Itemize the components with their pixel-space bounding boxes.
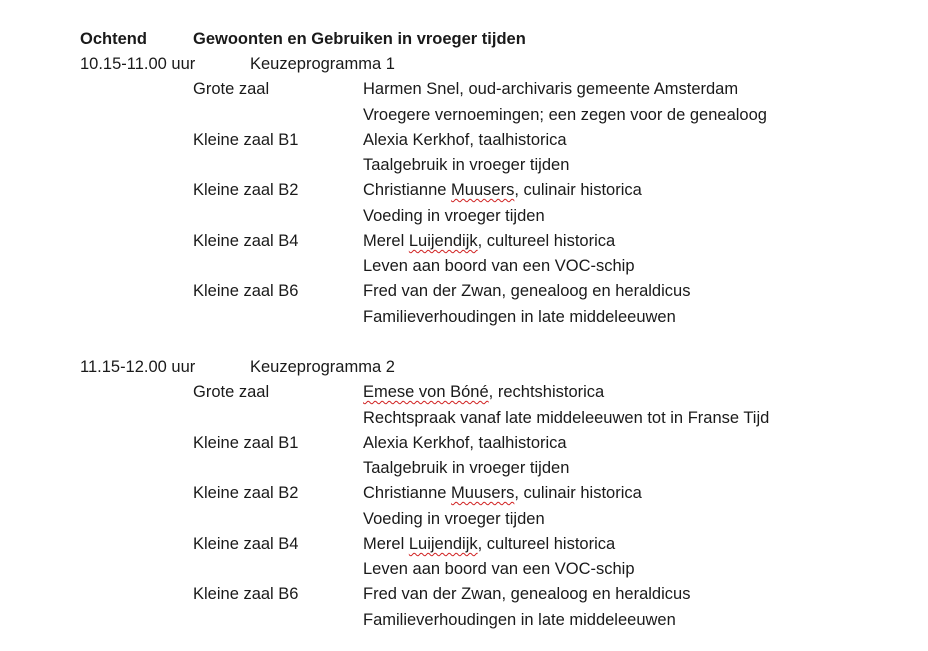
- room-name: Kleine zaal B4: [193, 535, 299, 553]
- room-name: Kleine zaal B2: [193, 484, 299, 502]
- speaker-role: , culinair historica: [514, 484, 642, 502]
- speaker: [363, 534, 615, 554]
- spellcheck-flagged-word: Luijendijk: [408, 535, 478, 553]
- room-name: Kleine zaal B6: [193, 585, 299, 603]
- speaker: [363, 483, 642, 503]
- spellcheck-flagged-word: Muusers: [451, 484, 515, 502]
- spellcheck-flagged-word: Muusers: [451, 181, 515, 199]
- topic: Taalgebruik in vroeger tijden: [363, 156, 570, 174]
- speaker-role: , rechtshistorica: [488, 383, 605, 401]
- spellcheck-flagged-word: Luijendijk: [408, 232, 478, 250]
- speaker-name-prefix: Merel: [363, 232, 409, 250]
- speaker-name-prefix: Merel: [363, 535, 409, 553]
- topic: Voeding in vroeger tijden: [363, 207, 545, 225]
- topic: Taalgebruik in vroeger tijden: [363, 459, 570, 477]
- speaker: [363, 180, 642, 200]
- speaker-role: , cultureel historica: [477, 232, 616, 250]
- speaker: [363, 382, 604, 402]
- speaker: Alexia Kerkhof, taalhistorica: [363, 434, 567, 452]
- spellcheck-flagged-word: Emese von Bóné: [363, 383, 489, 401]
- speaker-role: , cultureel historica: [477, 535, 616, 553]
- speaker: Alexia Kerkhof, taalhistorica: [363, 131, 567, 149]
- session-program: Keuzeprogramma 2: [250, 358, 395, 376]
- room-name: Grote zaal: [193, 383, 270, 401]
- speaker: Fred van der Zwan, genealoog en heraldicus: [363, 585, 691, 603]
- speaker: [363, 231, 615, 251]
- topic: Familieverhoudingen in late middeleeuwen: [363, 611, 676, 629]
- room-name: Kleine zaal B1: [193, 434, 299, 452]
- session-program: Keuzeprogramma 1: [250, 55, 395, 73]
- room-name: Kleine zaal B4: [193, 232, 299, 250]
- room-name: Kleine zaal B6: [193, 282, 299, 300]
- topic: Leven aan boord van een VOC-schip: [363, 257, 635, 275]
- room-name: Grote zaal: [193, 80, 270, 98]
- session-time: 10.15-11.00 uur: [80, 55, 196, 73]
- speaker-role: , culinair historica: [514, 181, 642, 199]
- topic: Vroegere vernoemingen; een zegen voor de genealoog: [363, 106, 767, 124]
- room-name: Kleine zaal B2: [193, 181, 299, 199]
- session-time: 11.15-12.00 uur: [80, 358, 196, 376]
- topic: Leven aan boord van een VOC-schip: [363, 560, 635, 578]
- document-title: Gewoonten en Gebruiken in vroeger tijden: [193, 30, 526, 48]
- speaker: Fred van der Zwan, genealoog en heraldicus: [363, 282, 691, 300]
- topic: Familieverhoudingen in late middeleeuwen: [363, 308, 676, 326]
- speaker: Harmen Snel, oud-archivaris gemeente Amsterdam: [363, 80, 739, 98]
- speaker-name-prefix: Christianne: [363, 484, 452, 502]
- topic: Voeding in vroeger tijden: [363, 510, 545, 528]
- speaker-name-prefix: Christianne: [363, 181, 452, 199]
- header-label: Ochtend: [80, 30, 147, 48]
- room-name: Kleine zaal B1: [193, 131, 299, 149]
- topic: Rechtspraak vanaf late middeleeuwen tot in Franse Tijd: [363, 409, 770, 427]
